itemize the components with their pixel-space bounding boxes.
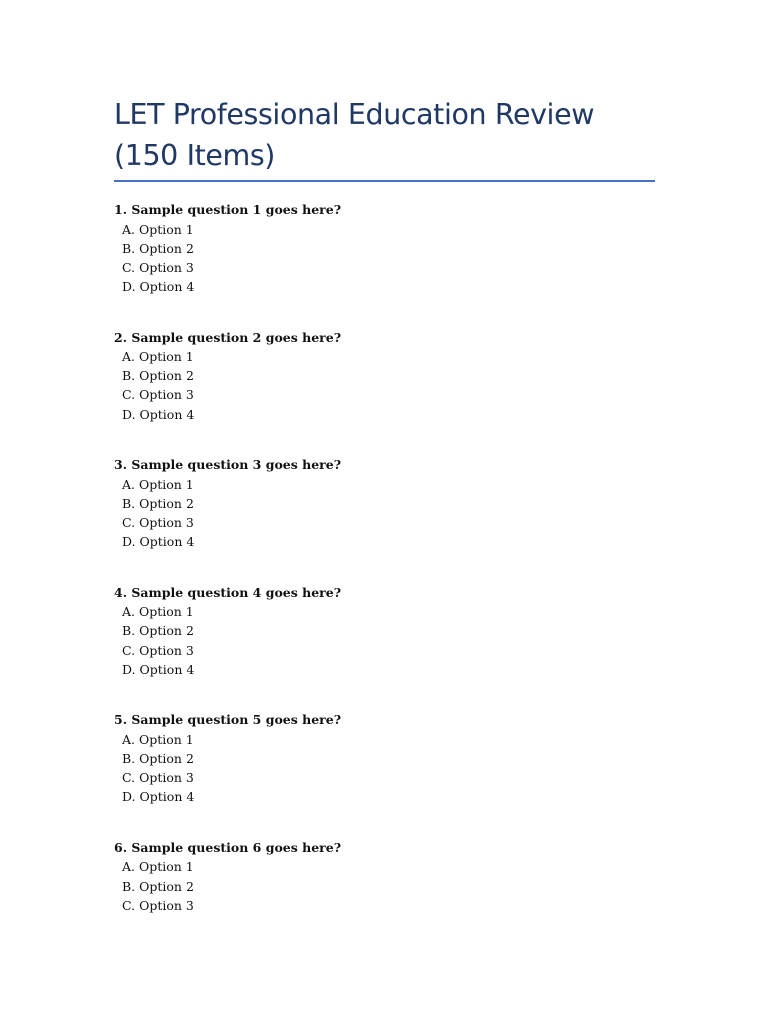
answer-option: B. Option 2: [122, 495, 194, 511]
answer-option: C. Option 3: [122, 387, 194, 403]
answer-option: A. Option 1: [122, 349, 194, 365]
answer-option: C. Option 3: [122, 515, 194, 531]
answer-option: C. Option 3: [122, 897, 194, 913]
answer-option: B. Option 2: [122, 368, 194, 384]
question-item: [114, 710, 674, 838]
question-item: [114, 328, 674, 456]
question-text: 6. Sample question 6 goes here?: [114, 839, 342, 855]
option-list: [114, 347, 674, 424]
question-item: [114, 455, 674, 583]
answer-option: C. Option 3: [122, 642, 194, 658]
answer-option: C. Option 3: [122, 770, 194, 786]
answer-option: B. Option 2: [122, 751, 194, 767]
answer-option: D. Option 4: [122, 534, 195, 550]
option-list: [114, 730, 674, 807]
question-item: [114, 583, 674, 711]
answer-option: A. Option 1: [122, 604, 194, 620]
answer-option: D. Option 4: [122, 661, 195, 677]
option-list: [114, 475, 674, 552]
answer-option: A. Option 1: [122, 731, 194, 747]
option-list: [114, 602, 674, 679]
question-item: [114, 838, 674, 966]
question-text: 5. Sample question 5 goes here?: [114, 712, 342, 728]
answer-option: C. Option 3: [122, 259, 194, 275]
answer-option: B. Option 2: [122, 878, 194, 894]
answer-option: A. Option 1: [122, 476, 194, 492]
answer-option: D. Option 4: [122, 789, 195, 805]
question-text: 4. Sample question 4 goes here?: [114, 584, 342, 600]
question-item: [114, 200, 674, 328]
question-list: [114, 200, 674, 966]
answer-option: A. Option 1: [122, 221, 194, 237]
answer-option: D. Option 4: [122, 279, 195, 295]
option-list: [114, 857, 674, 915]
question-text: 1. Sample question 1 goes here?: [114, 202, 342, 217]
question-text: 3. Sample question 3 goes here?: [114, 457, 342, 473]
answer-option: B. Option 2: [122, 623, 194, 639]
document-title: LET Professional Education Review (150 Items): [114, 98, 595, 172]
answer-option: A. Option 1: [122, 859, 194, 875]
title-underline: [114, 180, 655, 182]
option-list: [114, 220, 674, 297]
question-text: 2. Sample question 2 goes here?: [114, 329, 342, 345]
answer-option: B. Option 2: [122, 240, 194, 256]
answer-option: D. Option 4: [122, 406, 195, 422]
